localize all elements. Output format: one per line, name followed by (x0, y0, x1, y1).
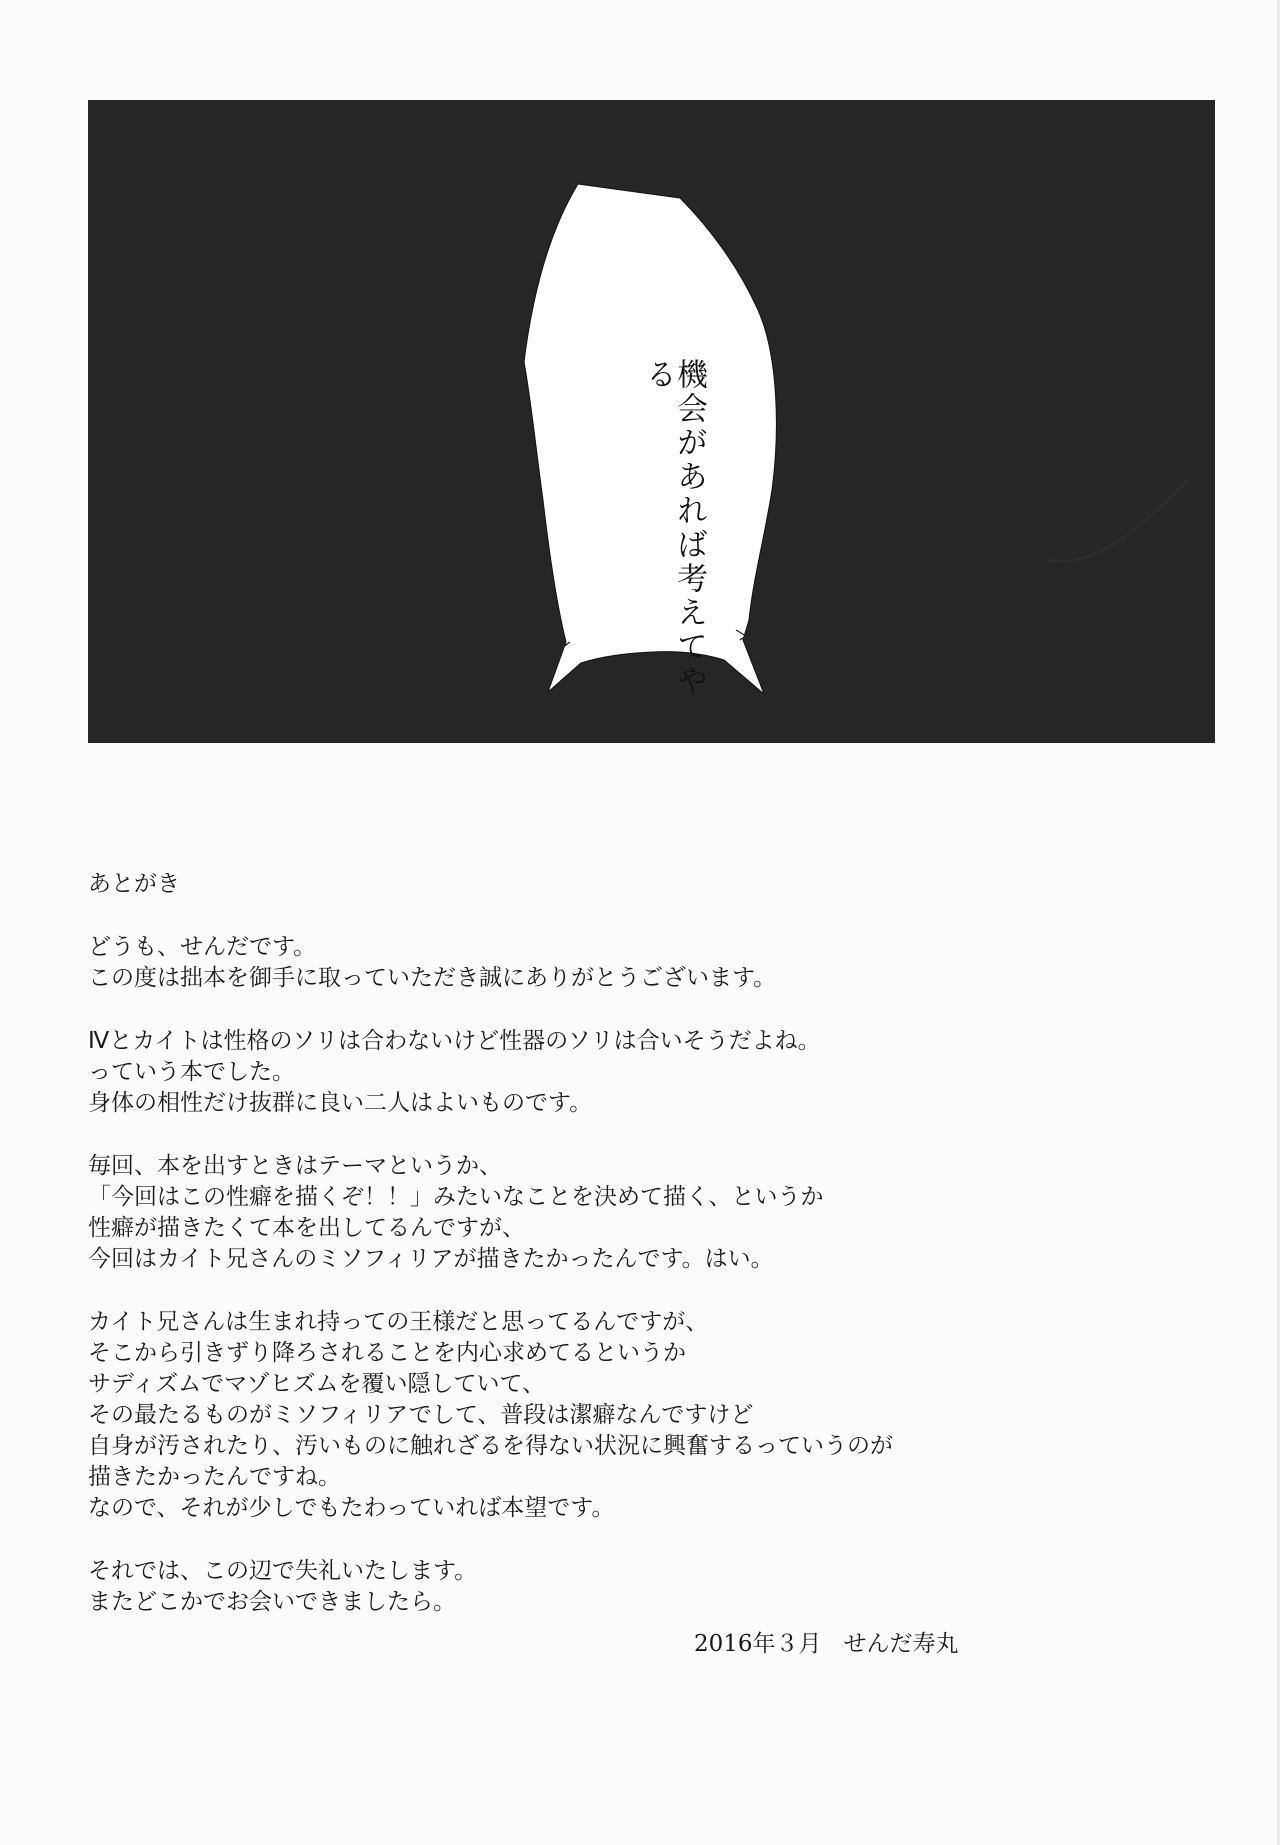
text-line: カイト兄さんは生まれ持っての王様だと思ってるんですが、 (88, 1309, 709, 1335)
text-line: Ⅳとカイトは性格のソリは合わないけど性器のソリは合いそうだよね。 (88, 1028, 821, 1054)
text-line: どうも、せんだです。 (88, 934, 317, 960)
afterword-title: あとがき (88, 871, 180, 897)
text-line: そこから引きずり降ろされることを内心求めてるというか (88, 1340, 686, 1366)
afterword-paragraph (88, 1307, 1188, 1524)
text-line: それでは、この辺で失礼いたします。 (88, 1558, 478, 1584)
manga-panel (88, 100, 1215, 743)
text-line: 今回はカイト兄さんのミソフィリアが描きたかったんです。はい。 (88, 1246, 774, 1272)
afterword-paragraph (88, 1026, 1188, 1119)
text-line: サディズムでマゾヒズムを覆い隠していて、 (88, 1371, 546, 1397)
afterword (88, 868, 1188, 1650)
text-line: 身体の相性だけ抜群に良い二人はよいものです。 (88, 1090, 593, 1116)
text-line: 描きたかったんですね。 (88, 1464, 341, 1490)
afterword-paragraph (88, 1556, 1188, 1618)
signature-date: 2016年３月 (694, 1631, 822, 1657)
text-line: っていう本でした。 (88, 1059, 295, 1085)
text-line: この度は拙本を御手に取っていただき誠にありがとうございます。 (88, 965, 777, 991)
text-line: なので、それが少しでもたわっていれば本望です。 (88, 1495, 615, 1521)
signature-author: せんだ寿丸 (843, 1631, 959, 1657)
text-line: 自身が汚されたり、汚いものに触れざるを得ない状況に興奮するっていうのが (88, 1433, 893, 1459)
text-line: その最たるものがミソフィリアでして、普段は潔癖なんですけど (88, 1402, 754, 1428)
balloon-text: 機会があれば考えてやる (640, 358, 707, 698)
afterword-paragraph (88, 932, 1188, 994)
afterword-paragraph (88, 1151, 1188, 1275)
text-line: 性癖が描きたくて本を出してるんですが、 (88, 1215, 525, 1241)
text-line: 「今回はこの性癖を描くぞ！！」みたいなことを決めて描く、というか (88, 1184, 824, 1210)
text-line: 毎回、本を出すときはテーマというか、 (88, 1153, 502, 1179)
signature (694, 1628, 981, 1660)
text-line: またどこかでお会いできましたら。 (88, 1589, 456, 1615)
